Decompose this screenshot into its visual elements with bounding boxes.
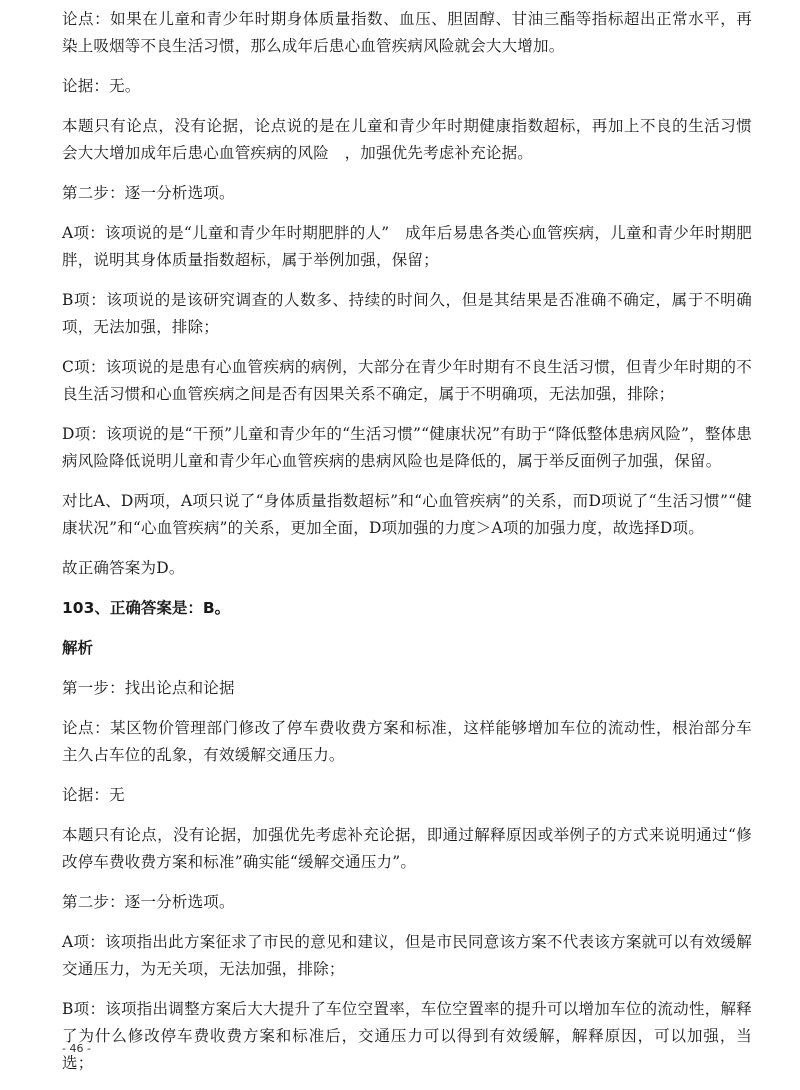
- document-body: [62, 6, 752, 1090]
- paragraph-evidence: 论据：无。: [62, 77, 141, 95]
- explanation-heading: 解析: [62, 639, 94, 657]
- question-103-heading: 103、正确答案是：B。: [62, 599, 231, 617]
- page-number: - 46 -: [62, 1042, 91, 1055]
- paragraph-option-b: B项：该项说的是该研究调查的人数多、持续的时间久，但是其结果是否准确不确定，属于不明确项，无法加强，排除；: [62, 291, 752, 336]
- paragraph-answer: 故正确答案为D。: [62, 559, 185, 577]
- paragraph-option-a-103: A项：该项指出此方案征求了市民的意见和建议，但是市民同意该方案不代表该方案就可以有效缓解交通压力，为无关项，无法加强，排除；: [62, 933, 752, 978]
- paragraph-option-c: C项：该项说的是患有心血管疾病的病例，大部分在青少年时期有不良生活习惯，但青少年时期的不良生活习惯和心血管疾病之间是否有因果关系不确定，属于不明确项，无法加强，排除；: [62, 358, 752, 403]
- paragraph-argument: 论点：如果在儿童和青少年时期身体质量指数、血压、胆固醇、甘油三酯等指标超出正常水平，再染上吸烟等不良生活习惯，那么成年后患心血管疾病风险就会大大增加。: [62, 10, 752, 55]
- paragraph-comparison: 对比A、D两项，A项只说了“身体质量指数超标”和“心血管疾病”的关系，而D项说了“生活习惯”“健康状况”和“心血管疾病”的关系，更加全面，D项加强的力度＞A项的加强力度，故选择D项。: [62, 492, 752, 537]
- paragraph-step-two-103: 第二步：逐一分析选项。: [62, 893, 235, 911]
- paragraph-step-two: 第二步：逐一分析选项。: [62, 184, 235, 202]
- paragraph-analysis: 本题只有论点，没有论据，论点说的是在儿童和青少年时期健康指数超标，再加上不良的生活习惯会大大增加成年后患心血管疾病的风险 ，加强优先考虑补充论据。: [62, 117, 752, 162]
- paragraph-evidence-103: 论据：无: [62, 786, 125, 804]
- paragraph-analysis-103: 本题只有论点，没有论据，加强优先考虑补充论据，即通过解释原因或举例子的方式来说明通过“修改停车费收费方案和标准”确实能“缓解交通压力”。: [62, 826, 752, 871]
- paragraph-option-d: D项：该项说的是“干预”儿童和青少年的“生活习惯”“健康状况”有助于“降低整体患病风险”，整体患病风险降低说明儿童和青少年心血管疾病的患病风险也是降低的，属于举反面例子加强，保留。: [62, 425, 752, 470]
- paragraph-step-one: 第一步：找出论点和论据: [62, 679, 235, 697]
- paragraph-option-a: A项：该项说的是“儿童和青少年时期肥胖的人” 成年后易患各类心血管疾病，儿童和青少年时期肥胖，说明其身体质量指数超标，属于举例加强，保留；: [62, 224, 752, 269]
- paragraph-argument-103: 论点：某区物价管理部门修改了停车费收费方案和标准，这样能够增加车位的流动性，根治部分车主久占车位的乱象，有效缓解交通压力。: [62, 719, 752, 764]
- paragraph-option-b-103: B项：该项指出调整方案后大大提升了车位空置率，车位空置率的提升可以增加车位的流动性，解释了为什么修改停车费收费方案和标准后，交通压力可以得到有效缓解，解释原因，可以加强，当选；: [62, 1000, 752, 1072]
